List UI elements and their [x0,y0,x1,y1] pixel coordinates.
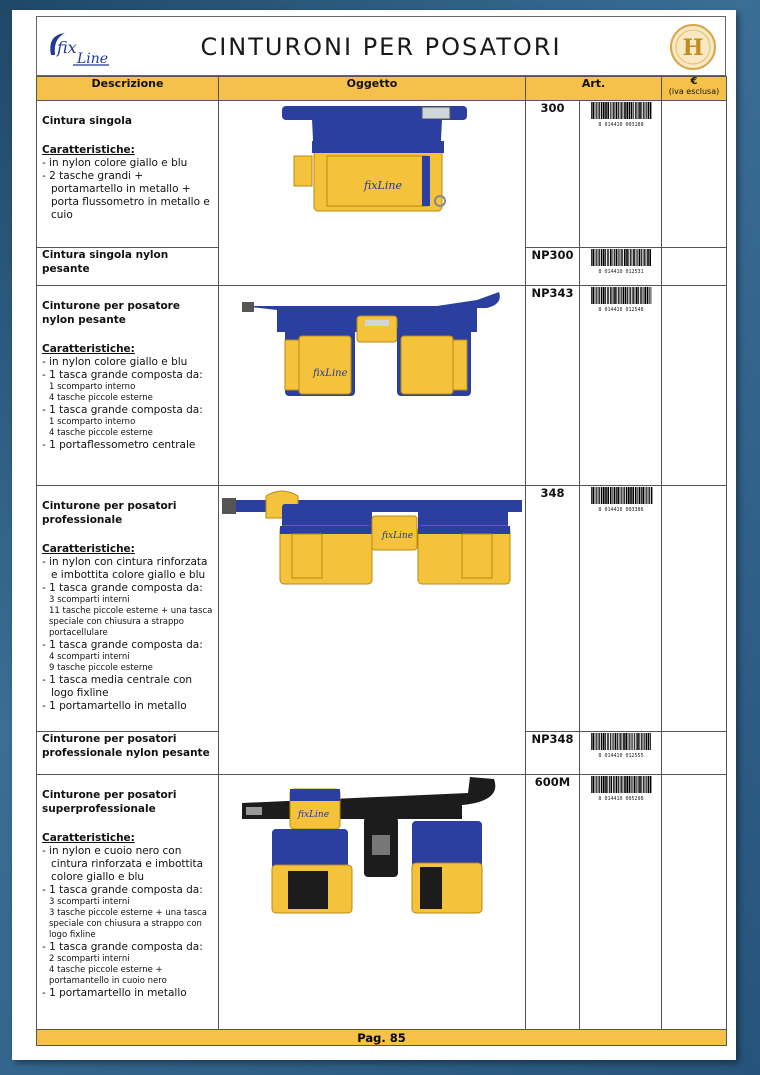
table-header-row [37,77,727,101]
price-cell [662,486,727,732]
barcode-cell [580,486,662,732]
heavy-nylon-tool-belt-image [237,286,507,406]
feature-item: - in nylon colore giallo e blu [42,157,188,169]
feature-item: - in nylon e cuoio nero con cintura rinforzata e imbottita colore giallo e blu [42,845,204,883]
feature-subitem: 2 scomparti interni [49,954,130,964]
page-header [36,16,726,76]
feature-item: - in nylon colore giallo e blu [42,356,188,368]
col-header-description: Descrizione [37,77,219,101]
feature-item: - 1 tasca grande composta da: [42,582,203,594]
product-name: Cinturone per posatore nylon pesante [42,300,180,326]
product-description [37,486,219,732]
feature-item: - 1 tasca grande composta da: [42,941,203,953]
barcode-image [588,101,654,127]
feature-subitem: 9 tasche piccole esterne [49,663,153,673]
svg-text:8 014410 012531: 8 014410 012531 [597,269,644,274]
product-image-cell [219,775,526,1030]
article-code: NP343 [526,286,580,486]
svg-text:fixLine: fixLine [382,531,414,541]
feature-item: - 1 portaflessometro centrale [42,439,196,451]
svg-text:Line: Line [77,51,109,67]
product-name: Cinturone per posatori superprofessionale [42,789,177,815]
svg-text:8 014410 003386: 8 014410 003386 [597,507,644,512]
product-name: Cinturone per posatori professionale nylon pesante [37,732,219,775]
barcode-cell [580,286,662,486]
table-row [37,486,727,732]
product-image-cell [219,286,526,486]
article-code: NP300 [526,248,580,286]
col-header-object: Oggetto [219,77,526,101]
barcode-image [588,732,654,758]
col-header-price [662,77,727,101]
article-code: 600M [526,775,580,1030]
feature-item: - 1 tasca media centrale con logo fixline [42,674,193,699]
single-tool-belt-image [272,101,472,221]
features-heading: Caratteristiche: [42,343,135,355]
table-row [37,775,727,1030]
feature-item: - 1 tasca grande composta da: [42,404,203,416]
superprofessional-tool-belt-image [232,775,512,925]
svg-text:fixLine: fixLine [313,368,348,379]
euro-symbol: € [690,76,698,87]
barcode-image [588,286,654,312]
barcode-image [588,486,654,512]
barcode-cell [580,101,662,248]
col-header-art: Art. [526,77,662,101]
svg-text:fix: fix [57,38,77,57]
table-row [37,286,727,486]
product-description [37,286,219,486]
table-row [37,101,727,248]
features-heading: Caratteristiche: [42,832,135,844]
svg-text:8 014410 005298: 8 014410 005298 [597,796,644,801]
feature-subitem: 4 tasche piccole esterne + portamantello in cuoio nero [49,965,167,986]
footer-row [37,1030,727,1046]
catalog-page [12,10,736,1060]
product-table [36,76,727,1046]
product-name: Cinturone per posatori professionale [42,500,177,526]
product-image-cell [219,101,526,286]
price-note: (iva esclusa) [668,87,720,96]
svg-text:H: H [682,35,704,61]
page-number: Pag. 85 [37,1030,727,1046]
feature-item: - 1 portamartello in metallo [42,700,187,712]
feature-subitem: 3 tasche piccole esterne + una tasca speciale con chiusura a strappo con logo fixline [49,908,207,940]
svg-text:8 014410 012555: 8 014410 012555 [597,753,644,758]
svg-text:fixLine: fixLine [364,179,402,192]
feature-subitem: 4 tasche piccole esterne [49,428,153,438]
barcode-image [588,775,654,801]
feature-item: - in nylon con cintura rinforzata e imbottita colore giallo e blu [42,556,208,581]
svg-text:8 014410 012548: 8 014410 012548 [597,307,644,312]
price-cell [662,732,727,775]
article-code: 300 [526,101,580,248]
price-cell [662,286,727,486]
features-heading: Caratteristiche: [42,144,135,156]
product-description [37,775,219,1030]
professional-tool-belt-image [222,486,522,596]
h-emblem-logo [667,22,719,72]
feature-subitem: 11 tasche piccole esterne + una tasca speciale con chiusura a strappo portacellulare [49,606,213,638]
feature-subitem: 4 tasche piccole esterne [49,393,153,403]
feature-subitem: 4 scomparti interni [49,652,130,662]
feature-subitem: 3 scomparti interni [49,897,130,907]
feature-subitem: 3 scomparti interni [49,595,130,605]
catalog-sheet [36,16,726,1048]
feature-item: - 1 portamartello in metallo [42,987,187,999]
page-title: CINTURONI PER POSATORI [200,33,562,61]
price-cell [662,101,727,248]
article-code: 348 [526,486,580,732]
feature-subitem: 1 scomparto interno [49,417,136,427]
article-code: NP348 [526,732,580,775]
barcode-image [588,248,654,274]
feature-item: - 2 tasche grandi + portamartello in metallo + porta flussometro in metallo e cuio [42,170,210,221]
svg-text:fixLine: fixLine [298,810,330,820]
barcode-cell [580,248,662,286]
feature-subitem: 1 scomparto interno [49,382,136,392]
barcode-cell [580,732,662,775]
barcode-cell [580,775,662,1030]
product-name: Cintura singola [42,115,132,127]
svg-text:8 014410 003188: 8 014410 003188 [597,122,644,127]
feature-item: - 1 tasca grande composta da: [42,639,203,651]
feature-item: - 1 tasca grande composta da: [42,884,203,896]
product-description [37,101,219,248]
feature-item: - 1 tasca grande composta da: [42,369,203,381]
product-image-cell [219,486,526,775]
price-cell [662,775,727,1030]
price-cell [662,248,727,286]
product-name: Cintura singola nylon pesante [37,248,219,286]
features-heading: Caratteristiche: [42,543,135,555]
